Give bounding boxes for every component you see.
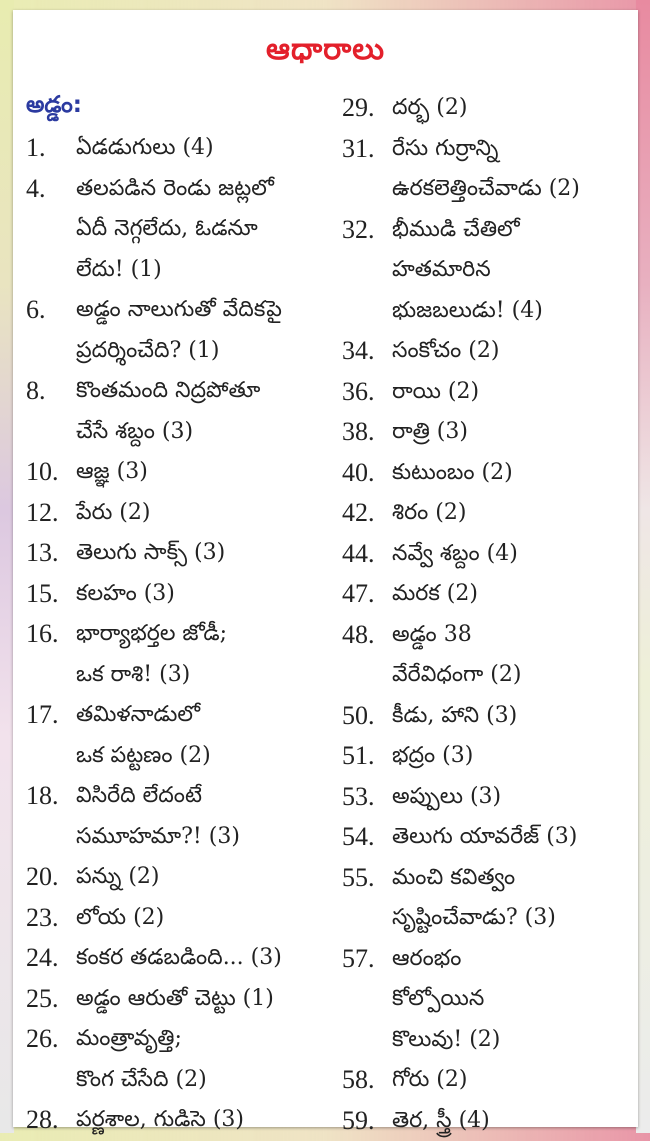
- clue-item: [342, 453, 647, 494]
- clue-text: [76, 128, 346, 169]
- clue-text: [392, 817, 647, 858]
- clue-text: [392, 736, 647, 777]
- clue-number: 32.: [342, 210, 392, 251]
- clue-number: 53.: [342, 777, 392, 818]
- clue-text-line: భద్రం (3): [392, 736, 647, 777]
- clue-text-line: కొంతమంది నిద్రపోతూ: [76, 371, 346, 412]
- clue-number: 44.: [342, 534, 392, 575]
- across-heading: అడ్డం:: [26, 88, 346, 128]
- clue-text-line: పర్ణశాల, గుడిసె (3): [76, 1100, 346, 1141]
- across-clue-list: [26, 128, 346, 1141]
- clue-item: [26, 493, 346, 534]
- clue-item: [26, 857, 346, 898]
- clue-text-line: సంకోచం (2): [392, 331, 647, 372]
- clue-text-line: లోయ (2): [76, 898, 346, 939]
- clue-text: [392, 372, 647, 413]
- clue-item: [342, 1060, 647, 1101]
- clue-text: [392, 777, 647, 818]
- clue-text-line: కోల్పోయిన: [392, 979, 647, 1020]
- clues-column-left: [26, 88, 346, 1141]
- clue-number: 18.: [26, 776, 76, 817]
- clue-number: 23.: [26, 898, 76, 939]
- clue-number: 16.: [26, 614, 76, 655]
- clue-item: [26, 452, 346, 493]
- clue-text-line: ఒక పట్టణం (2): [76, 736, 346, 777]
- clue-number: 47.: [342, 574, 392, 615]
- clue-text-line: భార్యాభర్తల జోడీ;: [76, 614, 346, 655]
- clue-item: [342, 210, 647, 332]
- clue-item: [342, 858, 647, 939]
- clue-number: 55.: [342, 858, 392, 899]
- clue-text: [392, 412, 647, 453]
- clue-text: [392, 696, 647, 737]
- clue-text-line: ఆజ్ఞ (3): [76, 452, 346, 493]
- clue-text-line: సృష్టించేవాడు? (3): [392, 898, 647, 939]
- clue-text: [392, 210, 647, 332]
- clue-number: 26.: [26, 1019, 76, 1060]
- clue-text-line: భుజబలుడు! (4): [392, 291, 647, 332]
- clue-item: [26, 371, 346, 452]
- clue-text: [76, 857, 346, 898]
- clue-item: [26, 614, 346, 695]
- clue-number: 12.: [26, 493, 76, 534]
- clue-number: 28.: [26, 1100, 76, 1141]
- clue-text-line: తమిళనాడులో: [76, 695, 346, 736]
- clue-number: 15.: [26, 574, 76, 615]
- clue-text: [392, 129, 647, 210]
- clue-number: 57.: [342, 939, 392, 980]
- clue-item: [342, 939, 647, 1061]
- clue-text-line: ఏడడుగులు (4): [76, 128, 346, 169]
- clue-text-line: అప్పులు (3): [392, 777, 647, 818]
- clue-item: [342, 574, 647, 615]
- clue-text-line: చేసే శబ్దం (3): [76, 412, 346, 453]
- clue-text-line: ఆరంభం: [392, 939, 647, 980]
- clue-text-line: ఉరకలెత్తించేవాడు (2): [392, 169, 647, 210]
- clue-text-line: శిరం (2): [392, 493, 647, 534]
- clue-number: 17.: [26, 695, 76, 736]
- clue-text-line: తెర, స్త్రీ (4): [392, 1101, 647, 1141]
- clue-text: [392, 858, 647, 939]
- clue-text-line: కలహం (3): [76, 574, 346, 615]
- clue-text: [76, 290, 346, 371]
- clue-text: [392, 1060, 647, 1101]
- clue-text-line: మంత్రావృత్తి;: [76, 1019, 346, 1060]
- clue-text-line: కొలువు! (2): [392, 1020, 647, 1061]
- clue-text: [392, 615, 647, 696]
- across-clue-list-continued: [342, 88, 647, 1141]
- clue-text: [392, 1101, 647, 1141]
- clue-number: 6.: [26, 290, 76, 331]
- clue-number: 36.: [342, 372, 392, 413]
- clue-item: [342, 777, 647, 818]
- clue-text: [76, 695, 346, 776]
- clue-text: [76, 776, 346, 857]
- clue-text-line: రాత్రి (3): [392, 412, 647, 453]
- clue-text-line: సమూహమా?! (3): [76, 817, 346, 858]
- clue-number: 20.: [26, 857, 76, 898]
- clue-item: [26, 290, 346, 371]
- clue-text: [76, 1100, 346, 1141]
- clue-text-line: ఏదీ నెగ్గలేదు, ఓడనూ: [76, 209, 346, 250]
- clue-number: 29.: [342, 88, 392, 129]
- clue-item: [26, 938, 346, 979]
- clues-panel: [13, 10, 638, 1127]
- clue-text: [76, 898, 346, 939]
- clue-item: [342, 88, 647, 129]
- clue-number: 24.: [26, 938, 76, 979]
- clue-text: [76, 938, 346, 979]
- clue-text-line: హతమారిన: [392, 250, 647, 291]
- clue-text-line: అడ్డం ఆరుతో చెట్టు (1): [76, 979, 346, 1020]
- clue-item: [26, 169, 346, 291]
- clue-text-line: రేసు గుర్రాన్ని: [392, 129, 647, 170]
- clue-text: [76, 533, 346, 574]
- clue-item: [342, 1101, 647, 1141]
- clue-text-line: తలపడిన రెండు జట్లలో: [76, 169, 346, 210]
- clue-number: 48.: [342, 615, 392, 656]
- clue-number: 38.: [342, 412, 392, 453]
- clue-text-line: రాయి (2): [392, 372, 647, 413]
- clue-item: [26, 574, 346, 615]
- clue-text-line: ప్రదర్శించేది? (1): [76, 331, 346, 372]
- clue-text-line: తెలుగు సాక్స్ (3): [76, 533, 346, 574]
- decorative-frame-left: [0, 0, 14, 1133]
- clue-text-line: వేరేవిధంగా (2): [392, 655, 647, 696]
- clue-text: [392, 939, 647, 1061]
- clue-number: 10.: [26, 452, 76, 493]
- clue-number: 8.: [26, 371, 76, 412]
- clue-text: [76, 1019, 346, 1100]
- clue-item: [342, 412, 647, 453]
- clue-text-line: మరక (2): [392, 574, 647, 615]
- clue-item: [26, 533, 346, 574]
- clue-text: [76, 574, 346, 615]
- clue-text-line: మంచి కవిత్వం: [392, 858, 647, 899]
- clue-item: [26, 128, 346, 169]
- clue-text: [76, 493, 346, 534]
- clue-item: [342, 372, 647, 413]
- clue-text: [392, 574, 647, 615]
- clue-number: 40.: [342, 453, 392, 494]
- clue-text-line: లేదు! (1): [76, 250, 346, 291]
- clue-text: [392, 331, 647, 372]
- clue-item: [26, 1100, 346, 1141]
- clue-number: 34.: [342, 331, 392, 372]
- clue-item: [342, 736, 647, 777]
- clue-number: 42.: [342, 493, 392, 534]
- clue-text-line: తెలుగు యావరేజ్ (3): [392, 817, 647, 858]
- clue-text-line: నవ్వే శబ్దం (4): [392, 534, 647, 575]
- clues-title: ఆధారాలు: [13, 32, 638, 74]
- clue-item: [342, 129, 647, 210]
- clue-number: 4.: [26, 169, 76, 210]
- clue-item: [342, 331, 647, 372]
- clue-text-line: పేరు (2): [76, 493, 346, 534]
- clues-column-right: [342, 88, 647, 1141]
- clue-item: [342, 534, 647, 575]
- clue-text: [76, 452, 346, 493]
- clue-text: [76, 979, 346, 1020]
- clue-text: [392, 453, 647, 494]
- clue-text: [392, 534, 647, 575]
- clue-text: [76, 371, 346, 452]
- clue-item: [342, 615, 647, 696]
- clue-text-line: దర్భ (2): [392, 88, 647, 129]
- clue-number: 50.: [342, 696, 392, 737]
- clue-item: [26, 898, 346, 939]
- clue-number: 59.: [342, 1101, 392, 1141]
- clue-text: [76, 169, 346, 291]
- clue-item: [342, 493, 647, 534]
- clue-text: [392, 88, 647, 129]
- clue-text-line: ఒక రాశి! (3): [76, 655, 346, 696]
- clue-text-line: కొంగ చేసేది (2): [76, 1060, 346, 1101]
- clue-number: 58.: [342, 1060, 392, 1101]
- clue-text-line: పన్ను (2): [76, 857, 346, 898]
- clue-text: [392, 493, 647, 534]
- clue-text-line: అడ్డం 38: [392, 615, 647, 656]
- clue-text-line: కుటుంబం (2): [392, 453, 647, 494]
- clue-number: 54.: [342, 817, 392, 858]
- clue-text-line: అడ్డం నాలుగుతో వేదికపై: [76, 290, 346, 331]
- clue-text-line: కీడు, హాని (3): [392, 696, 647, 737]
- clue-text-line: గోరు (2): [392, 1060, 647, 1101]
- clue-item: [342, 696, 647, 737]
- clue-item: [342, 817, 647, 858]
- clue-item: [26, 979, 346, 1020]
- clue-number: 13.: [26, 533, 76, 574]
- clue-number: 1.: [26, 128, 76, 169]
- clue-item: [26, 776, 346, 857]
- clue-number: 51.: [342, 736, 392, 777]
- clue-item: [26, 1019, 346, 1100]
- clue-text-line: భీముడి చేతిలో: [392, 210, 647, 251]
- clue-text-line: విసిరేది లేదంటే: [76, 776, 346, 817]
- clue-number: 31.: [342, 129, 392, 170]
- clue-number: 25.: [26, 979, 76, 1020]
- clue-text: [76, 614, 346, 695]
- clue-text-line: కంకర తడబడింది... (3): [76, 938, 346, 979]
- clue-item: [26, 695, 346, 776]
